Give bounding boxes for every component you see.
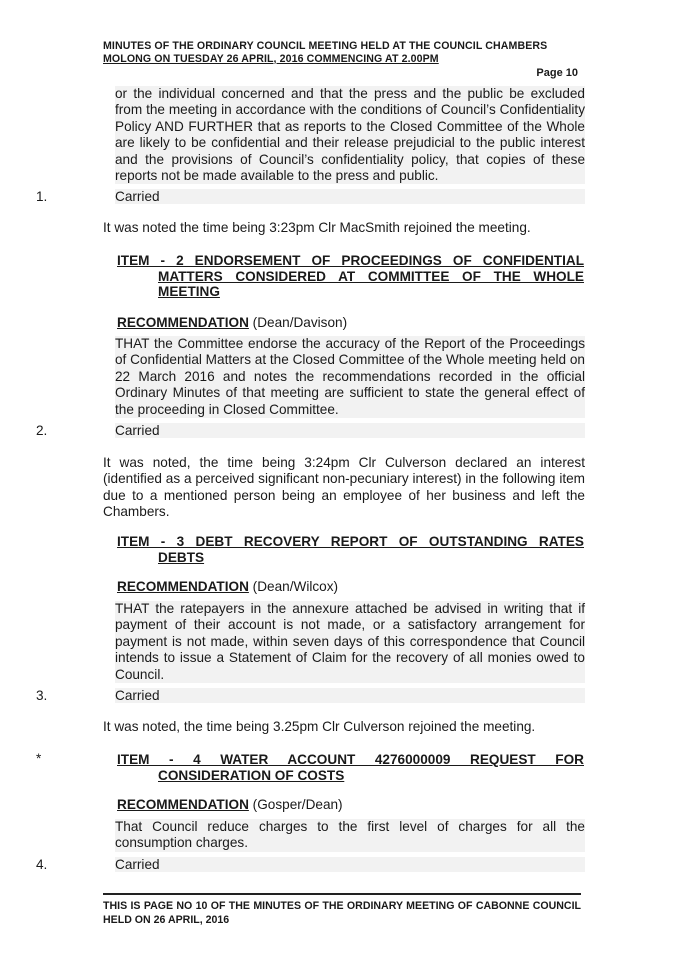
carried-2: Carried [115,423,585,438]
footer-divider [103,893,581,895]
carried-1: Carried [115,189,585,204]
note-culverson-rejoined: It was noted, the time being 3.25pm Clr Culverson rejoined the meeting. [103,719,536,734]
item-3-recommendation [117,579,338,594]
note-culverson-declared-interest: It was noted, the time being 3:24pm Clr Culverson declared an interest (identified as a perceived significant non-pecuniary interest) in the following item due to a mentioned person being an employee of her business and left the Chambers. [103,455,585,520]
recommendation-label: RECOMMENDATION [117,315,249,330]
item-2-title [117,253,584,300]
note-macsmith-rejoined: It was noted the time being 3:23pm Clr MacSmith rejoined the meeting. [103,220,531,235]
item-4-recommendation [117,797,343,812]
item-2-resolution-text: THAT the Committee endorse the accuracy of the Report of the Proceedings of Confidential Matters at the Closed Committee of the Whole meeting held on 22 March 2016 and notes the recommendations recorded in the official Ordinary Minutes of that meeting are sufficient to state the general effect of the proceeding in Closed Committee. [115,336,585,417]
resolution-number-1: 1. [36,189,48,204]
page-footer: THIS IS PAGE NO 10 OF THE MINUTES OF THE ORDINARY MEETING OF CABONNE COUNCIL HELD ON 26 APRIL, 2016 [103,900,581,926]
header-line-1: MINUTES OF THE ORDINARY COUNCIL MEETING HELD AT THE COUNCIL CHAMBERS [103,40,548,52]
item-2-title-line-2: MATTERS CONSIDERED AT COMMITTEE OF THE WHOLE [158,268,584,284]
item-2-title-line-1: ITEM - 2 ENDORSEMENT OF PROCEEDINGS OF CONFIDENTIAL [117,253,584,268]
item-3-title [117,534,584,565]
recommendation-movers: (Dean/Wilcox) [248,579,339,594]
carried-4: Carried [115,857,585,872]
item-4-title [117,752,584,783]
resolution-number-2: 2. [36,423,48,438]
carried-3: Carried [115,688,585,703]
recommendation-movers: (Dean/Davison) [248,315,348,330]
recommendation-label: RECOMMENDATION [117,797,249,812]
item-3-title-line-2: DEBTS [158,549,205,565]
item-4-resolution-text: That Council reduce charges to the first level of charges for all the consumption charges. [115,819,585,851]
item-3-resolution-text: THAT the ratepayers in the annexure attached be advised in writing that if payment of their account is not made, or a satisfactory arrangement for payment is not made, within seven days of this correspondence that Council intends to issue a Statement of Claim for the recovery of all monies owed to Council. [115,601,585,682]
recommendation-movers: (Gosper/Dean) [248,797,343,812]
page-header [103,40,581,66]
intro-resolution-text: or the individual concerned and that the press and the public be excluded from the meeting in accordance with the conditions of Council’s Confidentiality Policy AND FURTHER that as reports to the Closed Committee of the Whole are likely to be confidential and their release prejudicial to the public interest and the provisions of Council’s confidentiality policy, that copies of these reports not be made available to the press and public. [115,86,585,184]
resolution-number-3: 3. [36,688,48,703]
item-2-title-line-3: MEETING [158,284,220,299]
item-4-marker: * [36,751,42,766]
resolution-number-4: 4. [36,857,48,872]
item-4-title-line-2: CONSIDERATION OF COSTS [158,767,345,783]
page-number: Page 10 [536,67,578,79]
header-line-2: MOLONG ON TUESDAY 26 APRIL, 2016 COMMENCING AT 2.00PM [103,53,439,65]
recommendation-label: RECOMMENDATION [117,579,249,594]
item-3-title-line-1: ITEM - 3 DEBT RECOVERY REPORT OF OUTSTANDING RATES [117,534,584,549]
item-4-title-line-1: ITEM - 4 WATER ACCOUNT 4276000009 REQUEST FOR [117,752,584,767]
item-2-recommendation [117,315,347,330]
